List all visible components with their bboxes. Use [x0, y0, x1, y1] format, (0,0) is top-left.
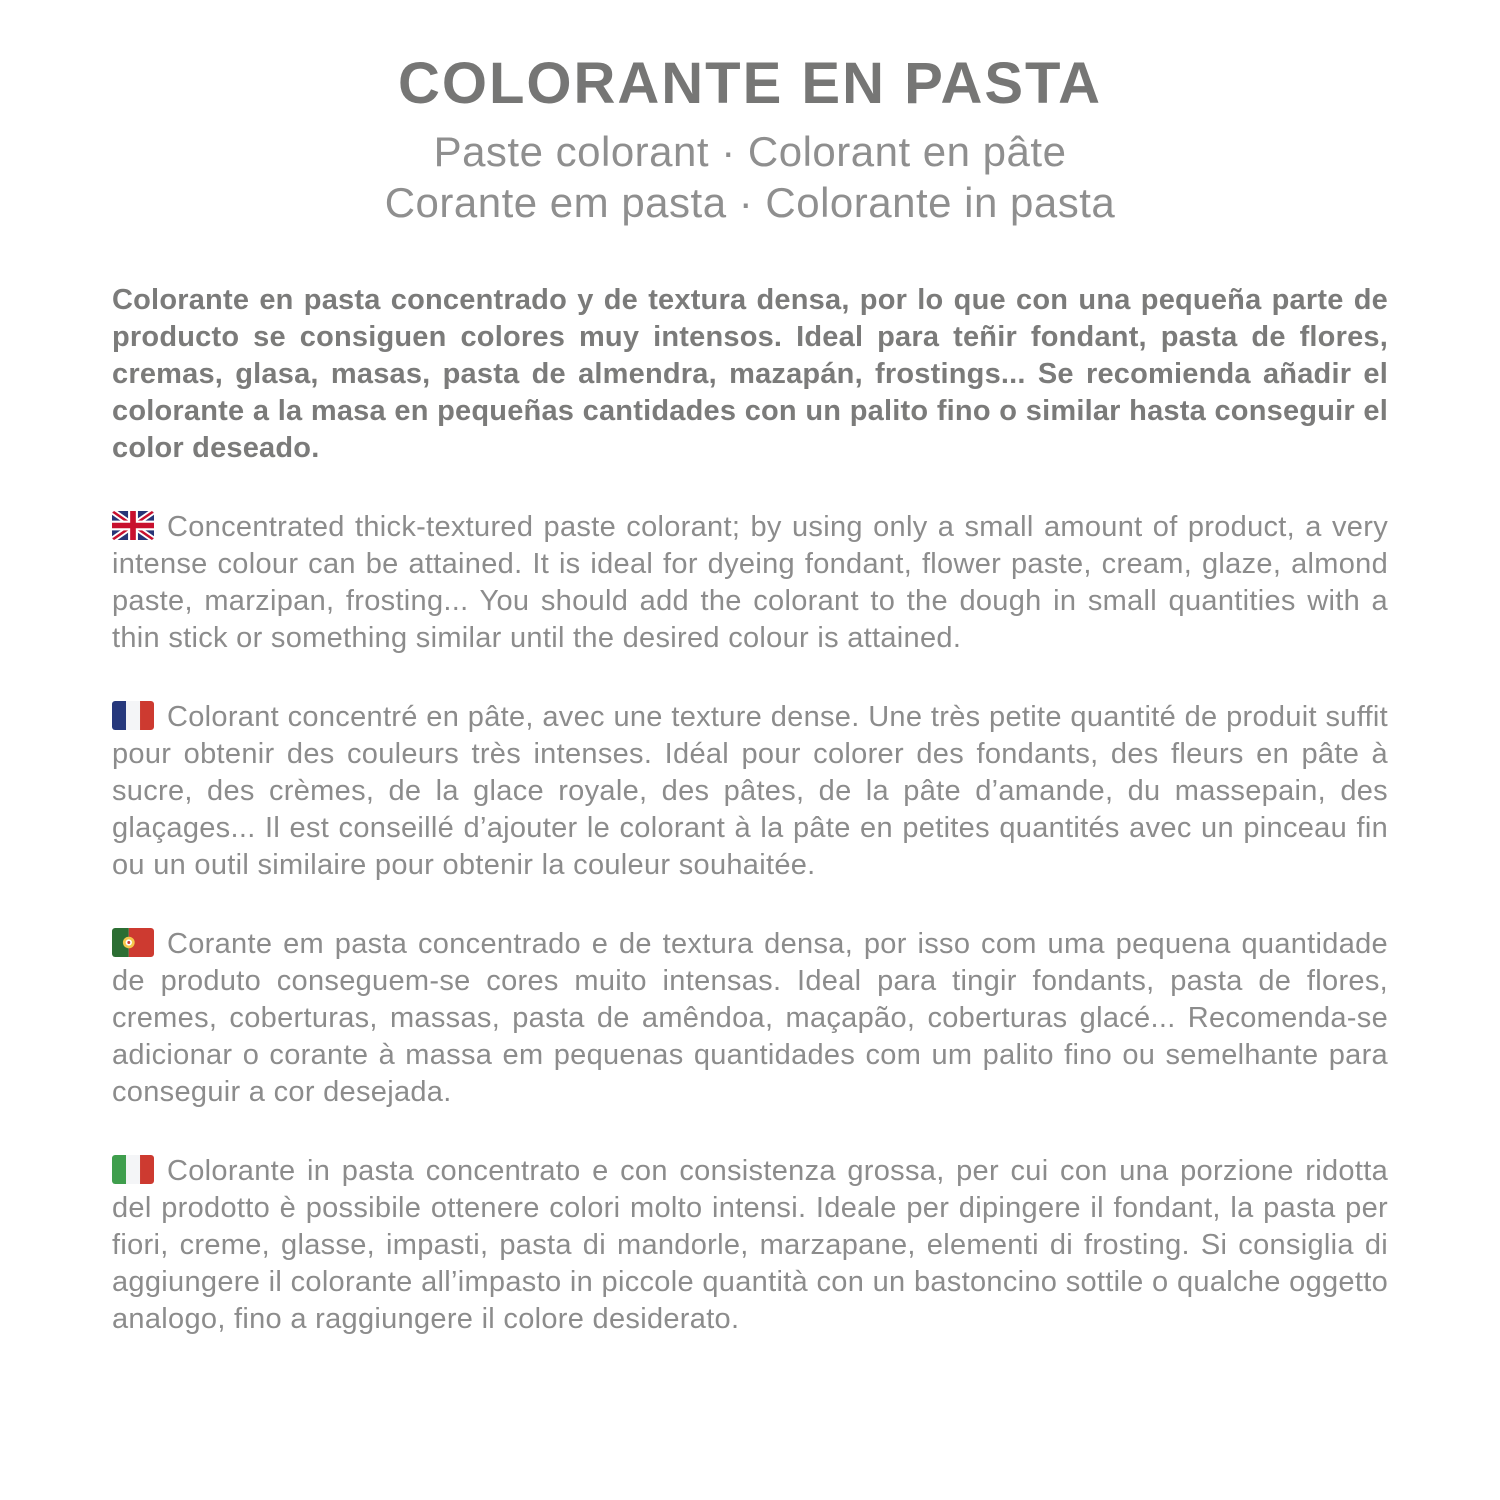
- portugal-flag-icon: [112, 928, 154, 957]
- paragraph-portuguese: [112, 926, 1388, 1111]
- paragraph-portuguese-text: Corante em pasta concentrado e de textura densa, por isso com uma pequena quantidade de produto conseguem-se cores muito intensas. Ideal para tingir fondants, pasta de flores, cremes, coberturas, massas, pasta de amêndoa, maçapão, coberturas glacé... Recomenda-se adicionar o corante à massa em pequenas quantidades com um palito fino ou semelhante para conseguir a cor desejada.: [112, 928, 1388, 1108]
- paragraph-italian-text: Colorante in pasta concentrato e con consistenza grossa, per cui con una porzione ridotta del prodotto è possibile ottenere colori molto intensi. Ideale per dipingere il fondant, la pasta per fiori, creme, glasse, impasti, pasta di mandorle, marzapane, elementi di frosting. Si consiglia di aggiungere il colorante all’impasto in piccole quantità con un bastoncino sottile o qualche oggetto analogo, fino a raggiungere il colore desiderato.: [112, 1155, 1388, 1335]
- paragraph-spanish-text: Colorante en pasta concentrado y de textura densa, por lo que con una pequeña parte de producto se consiguen colores muy intensos. Ideal para teñir fondant, pasta de flores, cremas, glasa, masas, pasta de almendra, mazapán, frostings... Se recomienda añadir el colorante a la masa en pequeñas cantidades con un palito fino o similar hasta conseguir el color deseado.: [112, 284, 1388, 464]
- italy-flag-icon: [112, 1155, 154, 1184]
- page-title: COLORANTE EN PASTA: [397, 51, 1103, 116]
- paragraph-italian: [112, 1153, 1388, 1338]
- paragraph-english-text: Concentrated thick-textured paste colorant; by using only a small amount of product, a very intense colour can be attained. It is ideal for dyeing fondant, flower paste, cream, glaze, almond paste, marzipan, frosting... You should add the colorant to the dough in small quantities with a thin stick or something similar until the desired colour is attained.: [112, 511, 1388, 654]
- paragraphs-section: [112, 282, 1388, 1338]
- subtitle-line-2: Corante em pasta · Colorante in pasta: [384, 179, 1116, 226]
- subtitle-line-1: Paste colorant · Colorant en pâte: [433, 128, 1067, 175]
- paragraph-spanish: [112, 282, 1388, 467]
- paragraph-english: [112, 509, 1388, 657]
- france-flag-icon: [112, 701, 154, 730]
- uk-flag-icon: [112, 511, 154, 540]
- paragraph-french-text: Colorant concentré en pâte, avec une texture dense. Une très petite quantité de produit suffit pour obtenir des couleurs très intenses. Idéal pour colorer des fondants, des fleurs en pâte à sucre, des crèmes, de la glace royale, des pâtes, de la pâte d’amande, du massepain, des glaçages... Il est conseillé d’ajouter le colorant à la pâte en petites quantités avec un pinceau fin ou un outil similaire pour obtenir la couleur souhaitée.: [112, 701, 1388, 881]
- paragraph-french: [112, 699, 1388, 884]
